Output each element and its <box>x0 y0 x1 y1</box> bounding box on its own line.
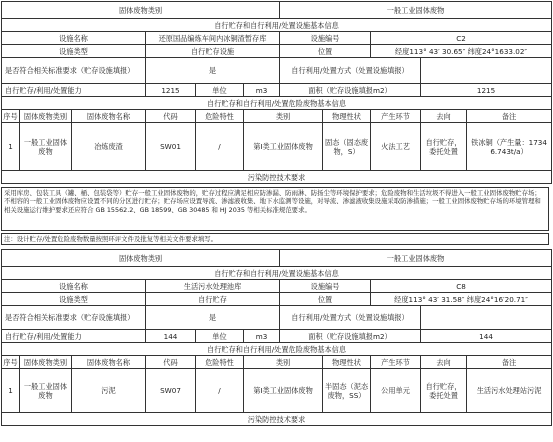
tech-requirements-title: 污染防控技术要求 <box>2 413 552 426</box>
compliance-value: 是 <box>146 306 280 330</box>
row-source: 公用单元 <box>371 369 421 413</box>
facility-table-2 <box>1 249 552 426</box>
row-state: 半固态（泥态废物，SS） <box>323 369 371 413</box>
header-hazard: 危险特性 <box>196 356 244 369</box>
facility-code-label: 设施编号 <box>280 280 371 293</box>
facility-code-label: 设施编号 <box>280 32 371 45</box>
header-remark: 备注 <box>467 356 552 369</box>
header-remark: 备注 <box>467 110 552 123</box>
facility-code-value: C8 <box>371 280 552 293</box>
waste-info-title: 自行贮存和自行利用/处置危险废物基本信息 <box>2 343 552 356</box>
waste-category-label: 固体废物类别 <box>2 2 280 19</box>
row-hazard: / <box>196 123 244 171</box>
facility-table-1 <box>1 1 552 184</box>
header-source: 产生环节 <box>371 110 421 123</box>
row-no: 1 <box>2 369 20 413</box>
header-code: 代码 <box>146 110 196 123</box>
facility-type-value: 自行贮存设施 <box>146 45 280 58</box>
capacity-value: 1215 <box>146 84 196 97</box>
method-label: 自行利用/处置方式（处置设施填报） <box>280 58 421 84</box>
header-hazard: 危险特性 <box>196 110 244 123</box>
header-no: 序号 <box>3 357 18 367</box>
waste-category-value: 一般工业固体废物 <box>280 2 552 19</box>
unit-label: 单位 <box>196 84 244 97</box>
method-value <box>421 306 552 330</box>
facility-code-value: C2 <box>371 32 552 45</box>
row-code: SW07 <box>146 369 196 413</box>
location-label: 位置 <box>280 45 371 58</box>
waste-category-label: 固体废物类别 <box>2 250 280 267</box>
location-label: 位置 <box>280 293 371 306</box>
row-dest: 自行贮存，委托处置 <box>421 123 467 171</box>
method-value <box>421 58 552 84</box>
row-no: 1 <box>2 123 20 171</box>
facility-info-title: 自行贮存和自行利用/处置设施基本信息 <box>2 19 552 32</box>
header-name: 固体废物名称 <box>72 356 146 369</box>
compliance-value: 是 <box>146 58 280 84</box>
footnote <box>1 233 549 245</box>
header-state: 物理性状 <box>323 110 371 123</box>
row-code: SW01 <box>146 123 196 171</box>
header-dest: 去向 <box>421 356 467 369</box>
capacity-label: 自行贮存/利用/处置能力 <box>2 330 146 343</box>
area-label: 面积（贮存设施填报m2） <box>280 84 421 97</box>
unit-value: m3 <box>244 84 280 97</box>
capacity-value: 144 <box>146 330 196 343</box>
row-hazard: / <box>196 369 244 413</box>
compliance-label: 是否符合相关标准要求（贮存设施填报） <box>2 58 146 84</box>
facility-type-label: 设施类型 <box>2 45 146 58</box>
facility-info-title: 自行贮存和自行利用/处置设施基本信息 <box>2 267 552 280</box>
header-no: 序号 <box>3 111 18 121</box>
row-remark: 生活污水处理站污泥 <box>467 369 552 413</box>
header-type: 类别 <box>244 110 323 123</box>
header-category: 固体废物类别 <box>20 356 72 369</box>
row-type: 第Ⅰ类工业固体废物 <box>244 369 323 413</box>
unit-label: 单位 <box>196 330 244 343</box>
area-label: 面积（贮存设施填报m2） <box>280 330 421 343</box>
header-source: 产生环节 <box>371 356 421 369</box>
waste-category-value: 一般工业固体废物 <box>280 250 552 267</box>
header-code: 代码 <box>146 356 196 369</box>
location-value: 经度113° 43′ 30.65″ 纬度24°1633.02″ <box>371 45 552 58</box>
header-dest: 去向 <box>421 110 467 123</box>
row-category: 一般工业固体废物 <box>20 123 72 171</box>
waste-info-title: 自行贮存和自行利用/处置危险废物基本信息 <box>2 97 552 110</box>
header-type: 类别 <box>244 356 323 369</box>
facility-type-value: 自行贮存 <box>146 293 280 306</box>
row-state: 固态（固态废物，S） <box>323 123 371 171</box>
facility-name-label: 设施名称 <box>2 280 146 293</box>
row-name: 冶炼废渣 <box>72 123 146 171</box>
area-value: 144 <box>421 330 552 343</box>
requirements-body: 采用库房、包装工具（罐、桶、包装袋等）贮存一般工业固体废物的，贮存过程应满足相应防渗漏、防雨淋、防扬尘等环境保护要求；危险废物和生活垃圾不得进入一般工业固体废物贮存场；不相容的一般工业固体废物应设置不同的分区进行贮存；贮存场应设置导流、渗滤液收集、地下水监测等设施，对导流、渗滤液收集设施采取防渗措施；一般工业固体废物贮存场的环境管理和相关设施运行维护要求还应符合 GB 15562.2、GB 18599、GB 30485 和 HJ 2035 等相关标准规范要求。 <box>4 189 541 214</box>
facility-name-value: 生活污水处理池库 <box>146 280 280 293</box>
row-dest: 自行贮存，委托处置 <box>421 369 467 413</box>
facility-name-value: 还原国品编炼车间内冰铜渣暂存库 <box>146 32 280 45</box>
header-category: 固体废物类别 <box>20 110 72 123</box>
area-value: 1215 <box>421 84 552 97</box>
location-value: 经度113° 43′ 31.58″ 纬度24°16′20.71″ <box>371 293 552 306</box>
row-name: 污泥 <box>72 369 146 413</box>
method-label: 自行利用/处置方式（处置设施填报） <box>280 306 421 330</box>
row-category: 一般工业固体废物 <box>20 369 72 413</box>
row-remark: 铁冰铜（产生量：17346.743t/a） <box>467 123 552 171</box>
row-type: 第Ⅰ类工业固体废物 <box>244 123 323 171</box>
row-source: 火法工艺 <box>371 123 421 171</box>
capacity-label: 自行贮存/利用/处置能力 <box>2 84 146 97</box>
unit-value: m3 <box>244 330 280 343</box>
tech-requirements-title: 污染防控技术要求 <box>2 171 552 184</box>
footnote-text: 注：设计贮存/处置危险废物数量按照环评文件及批复等相关文件要求填写。 <box>4 235 218 243</box>
requirements-text <box>1 187 549 231</box>
facility-name-label: 设施名称 <box>2 32 146 45</box>
header-name: 固体废物名称 <box>72 110 146 123</box>
facility-type-label: 设施类型 <box>2 293 146 306</box>
header-state: 物理性状 <box>323 356 371 369</box>
compliance-label: 是否符合相关标准要求（贮存设施填报） <box>2 306 146 330</box>
